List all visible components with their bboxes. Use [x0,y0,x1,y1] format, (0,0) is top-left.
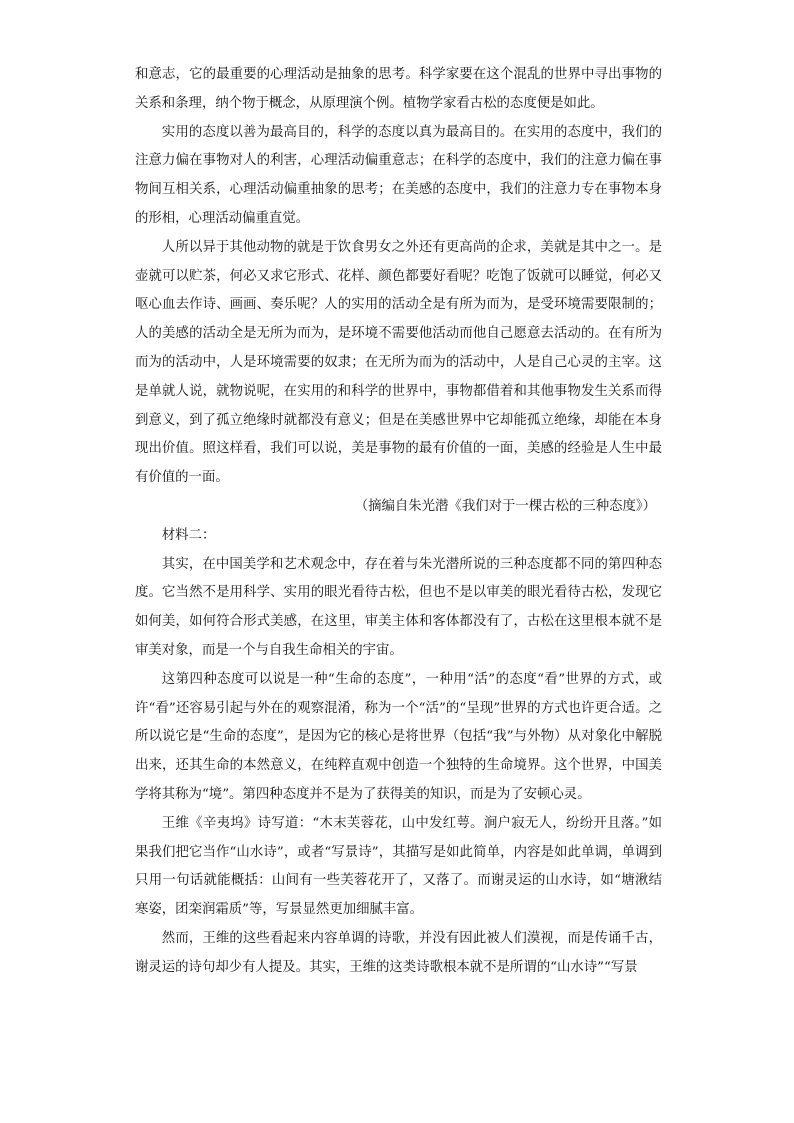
source-citation: （摘编自朱光潜《我们对于一棵古松的三种态度》） [354,498,656,514]
paragraph-fourth-attitude: 其实，在中国美学和艺术观念中，存在着与朱光潜所说的三种态度都不同的第四种态度。它当然不是用科学、实用的眼光看待古松，但也不是以审美的眼光看待古松，发现它如何美，如何符合形式美感，在这里，审美主体和客体都没有了，古松在这里根本就不是审美对象，而是一个与自我生命相关的宇宙。 [135,556,662,658]
paragraph-continuation: 和意志，它的最重要的心理活动是抽象的思考。科学家要在这个混乱的世界中寻出事物的关系和条理，纳个物于概念，从原理演个例。植物学家看古松的态度便是如此。 [135,67,662,111]
document-body [135,61,662,983]
paragraph-wang-wei-legacy: 然而，王维的这些看起来内容单调的诗歌，并没有因此被人们漠视，而是传诵千古，谢灵运的诗句却少有人提及。其实，王维的这类诗歌根本就不是所谓的“山水诗”“写景 [135,930,662,975]
paragraph-wang-wei-poem: 王维《辛夷坞》诗写道：“木末芙蓉花，山中发红萼。涧户寂无人，纷纷开且落。”如果我们把它当作“山水诗”，或者“写景诗”，其描写是如此简单，内容是如此单调，单调到只用一句话就能概括：山间有一些芙蓉花开了，又落了。而谢灵运的山水诗，如“塘湫结寒姿，团栾润霜质”等，写景显然更加细腻丰富。 [135,815,662,918]
paragraph-human-pursuit: 人所以异于其他动物的就是于饮食男女之外还有更高尚的企求，美就是其中之一。是壶就可以贮茶，何必又求它形式、花样、颜色都要好看呢？吃饱了饭就可以睡觉，何必又呕心血去作诗、画画、奏乐呢？人的实用的活动全是有所为而为，是受环境需要限制的；人的美感的活动全是无所为而为，是环境不需要他活动而他自己愿意去活动的。在有所为而为的活动中，人是环境需要的奴隶；在无所为而为的活动中，人是自己心灵的主宰。这是单就人说，就物说呢，在实用的和科学的世界中，事物都借着和其他事物发生关系而得到意义，到了孤立绝缘时就都没有意义；但是在美感世界中它却能孤立绝缘，却能在本身现出价值。照这样看，我们可以说，美是事物的最有价值的一面，美感的经验是人生中最有价值的一面。 [135,239,662,486]
paragraph-life-attitude: 这第四种态度可以说是一种“生命的态度”，一种用“活”的态度“看”世界的方式，或许“看”还容易引起与外在的观察混淆，称为一个“活”的“呈现”世界的方式也许更合适。之所以说它是“生命的态度”，是因为它的核心是将世界（包括“我”与外物）从对象化中解脱出来，还其生命的本然意义，在纯粹直观中创造一个独特的生命境界。这个世界，中国美学将其称为“境”。第四种态度并不是为了获得美的知识，而是为了安顿心灵。 [135,671,662,802]
material-two-heading: 材料二： [161,527,216,543]
paragraph-three-attitudes: 实用的态度以善为最高目的，科学的态度以真为最高目的。在实用的态度中，我们的注意力偏在事物对人的利害，心理活动偏重意志；在科学的态度中，我们的注意力偏在事物间互相关系，心理活动偏重抽象的思考；在美感的态度中，我们的注意力专在事物本身的形相，心理活动偏重直觉。 [135,124,662,226]
